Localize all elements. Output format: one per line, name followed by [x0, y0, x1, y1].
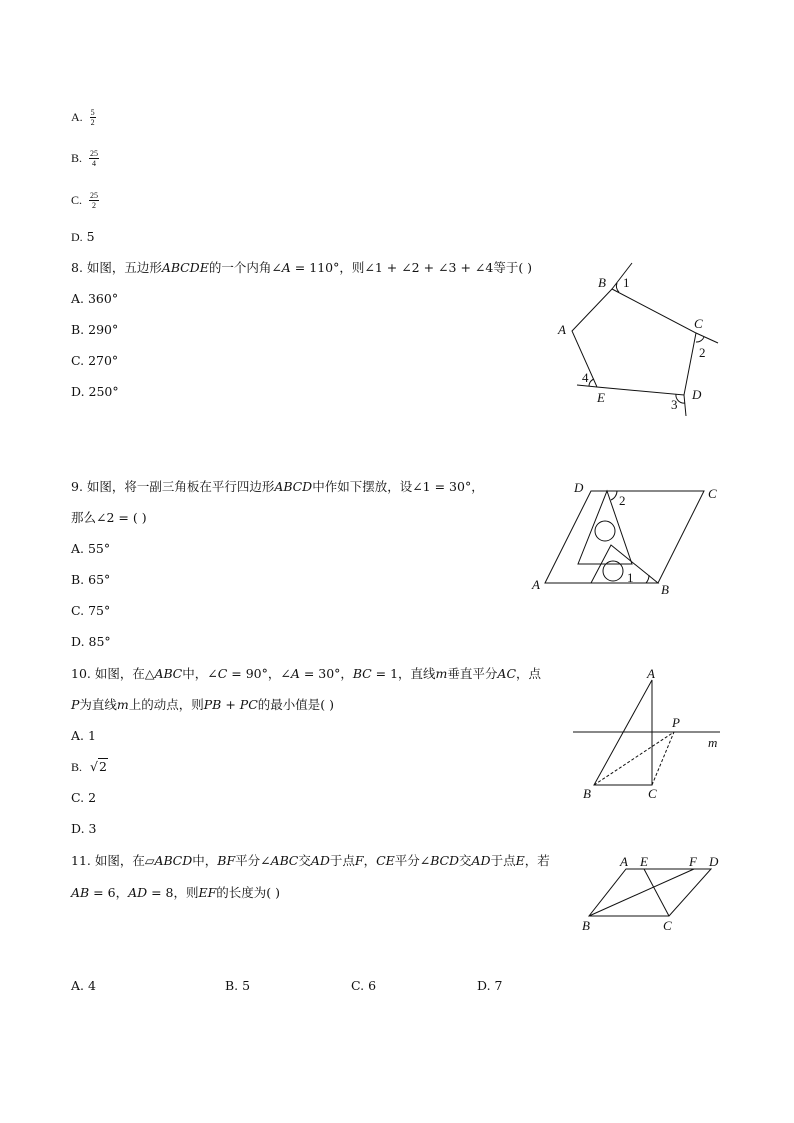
- q9-option-d: D. 85°: [71, 634, 111, 649]
- q7-option-a: [71, 108, 96, 127]
- q7-option-c-fraction: [89, 191, 99, 210]
- q11-option-b: B. 5: [225, 978, 251, 993]
- q8-extension-line-bc: [696, 333, 718, 343]
- q10-option-d: D. 3: [71, 821, 97, 836]
- q8-angle-arc-4: [589, 379, 594, 386]
- q8-option-b: B. 290°: [71, 322, 119, 337]
- q9-label-c: C: [708, 486, 717, 501]
- q11-label-e: E: [640, 854, 648, 869]
- q11-label-a: A: [620, 854, 628, 869]
- q10-option-b-label: B.: [71, 760, 83, 774]
- q8-pentagon: [572, 289, 696, 395]
- q9-stem-line-2: 那么∠2 = ( ): [71, 510, 147, 525]
- q10-option-a: A. 1: [71, 728, 96, 743]
- q10-option-b: [71, 759, 108, 775]
- q9-angle-arc-1: [646, 575, 649, 583]
- q11-option-c: C. 6: [351, 978, 377, 993]
- q7-option-d-label: D.: [71, 230, 83, 244]
- q10-option-c: C. 2: [71, 790, 97, 805]
- q10-option-b-sqrt: √2: [90, 759, 107, 774]
- q9-triangle-ruler-lower: [591, 545, 658, 583]
- q7-option-a-denominator: 2: [90, 118, 95, 127]
- q11-stem-line-1: 11. 如图，在▱𝐴𝐵𝐶𝐷中，𝐵𝐹平分∠𝐴𝐵𝐶交𝐴𝐷于点𝐹，𝐶𝐸平分∠𝐵𝐶𝐷交𝐴𝐷于点𝐸，若: [71, 853, 550, 868]
- q8-label-4: 4: [582, 370, 589, 385]
- q8-label-3: 3: [671, 397, 678, 412]
- q8-stem: 8. 如图，五边形𝐴𝐵𝐶𝐷𝐸的一个内角∠𝐴 = 110°，则∠1 + ∠2 + ∠3 + ∠4等于( ): [71, 260, 533, 275]
- q10-dashed-pb: [594, 732, 674, 785]
- q9-label-1: 1: [627, 570, 634, 585]
- q11-parallelogram: [589, 869, 711, 916]
- q8-extension-line-cd: [684, 395, 686, 416]
- q8-extension-line-ab: [612, 263, 632, 289]
- q10-label-a: A: [647, 666, 655, 681]
- q7-option-c-numerator: 25: [90, 191, 98, 200]
- q8-angle-arc-3: [676, 394, 685, 403]
- q8-angle-arc-1: [616, 283, 619, 292]
- q10-dashed-pc: [652, 732, 674, 785]
- q10-stem-line-2: 𝑃为直线𝑚上的动点，则𝑃𝐵 + 𝑃𝐶的最小值是( ): [71, 697, 334, 712]
- q7-option-b-denominator: 4: [92, 159, 96, 168]
- q8-label-a: A: [558, 322, 566, 337]
- q9-triangle-ruler-upper: [578, 491, 632, 564]
- q7-option-c-denominator: 2: [92, 201, 96, 210]
- q11-label-b: B: [582, 918, 590, 933]
- q8-angle-arc-2: [696, 337, 704, 342]
- q11-label-d: D: [709, 854, 719, 869]
- q7-option-d: [71, 229, 95, 245]
- q9-ruler-hole-lower: [603, 561, 623, 581]
- q11-label-f: F: [689, 854, 697, 869]
- q9-angle-arc-2: [611, 491, 617, 500]
- q8-label-1: 1: [623, 275, 630, 290]
- q9-ruler-hole-upper: [595, 521, 615, 541]
- q8-option-c: C. 270°: [71, 353, 119, 368]
- q7-option-b-numerator: 25: [90, 149, 98, 158]
- q8-extension-line-de: [577, 385, 597, 387]
- q8-option-a: A. 360°: [71, 291, 119, 306]
- q10-option-b-radicand: 2: [98, 759, 107, 774]
- q7-option-a-label: A.: [71, 110, 83, 124]
- q8-label-c: C: [694, 316, 703, 331]
- q11-label-c: C: [663, 918, 672, 933]
- q9-label-a: A: [532, 577, 540, 592]
- q8-label-b: B: [598, 275, 606, 290]
- q10-label-p: P: [672, 715, 680, 730]
- q11-segment-ce: [644, 869, 669, 916]
- q11-segment-bf: [589, 869, 694, 916]
- q8-label-e: E: [597, 390, 605, 405]
- q7-option-d-value: 5: [86, 229, 95, 244]
- q9-label-d: D: [574, 480, 584, 495]
- q11-option-a: A. 4: [71, 978, 96, 993]
- q9-stem-line-1: 9. 如图，将一副三角板在平行四边形𝐴𝐵𝐶𝐷中作如下摆放，设∠1 = 30°，: [71, 479, 484, 494]
- q9-parallelogram: [545, 491, 704, 583]
- q10-label-b: B: [583, 786, 591, 801]
- q7-option-a-fraction: [90, 108, 96, 127]
- q11-stem-line-2: 𝐴𝐵 = 6，𝐴𝐷 = 8，则𝐸𝐹的长度为( ): [71, 885, 281, 900]
- q10-label-c: C: [648, 786, 657, 801]
- q7-option-b-fraction: [89, 149, 99, 168]
- q8-option-d: D. 250°: [71, 384, 119, 399]
- q7-option-b-label: B.: [71, 151, 83, 165]
- q10-stem-line-1: 10. 如图，在△𝐴𝐵𝐶中，∠𝐶 = 90°，∠𝐴 = 30°，𝐵𝐶 = 1，直线𝑚垂直平分𝐴𝐶，点: [71, 666, 542, 681]
- q8-label-d: D: [692, 387, 702, 402]
- q9-label-2: 2: [619, 493, 626, 508]
- q8-label-2: 2: [699, 345, 706, 360]
- q7-option-a-numerator: 5: [90, 108, 95, 117]
- q10-label-m: m: [708, 735, 718, 750]
- q9-option-a: A. 55°: [71, 541, 111, 556]
- q7-option-c-label: C.: [71, 193, 83, 207]
- q11-option-d: D. 7: [477, 978, 503, 993]
- q9-option-b: B. 65°: [71, 572, 111, 587]
- q7-option-b: [71, 149, 99, 168]
- q9-label-b: B: [661, 582, 669, 597]
- q9-option-c: C. 75°: [71, 603, 111, 618]
- q7-option-c: [71, 191, 99, 210]
- q10-triangle-abc: [594, 680, 652, 785]
